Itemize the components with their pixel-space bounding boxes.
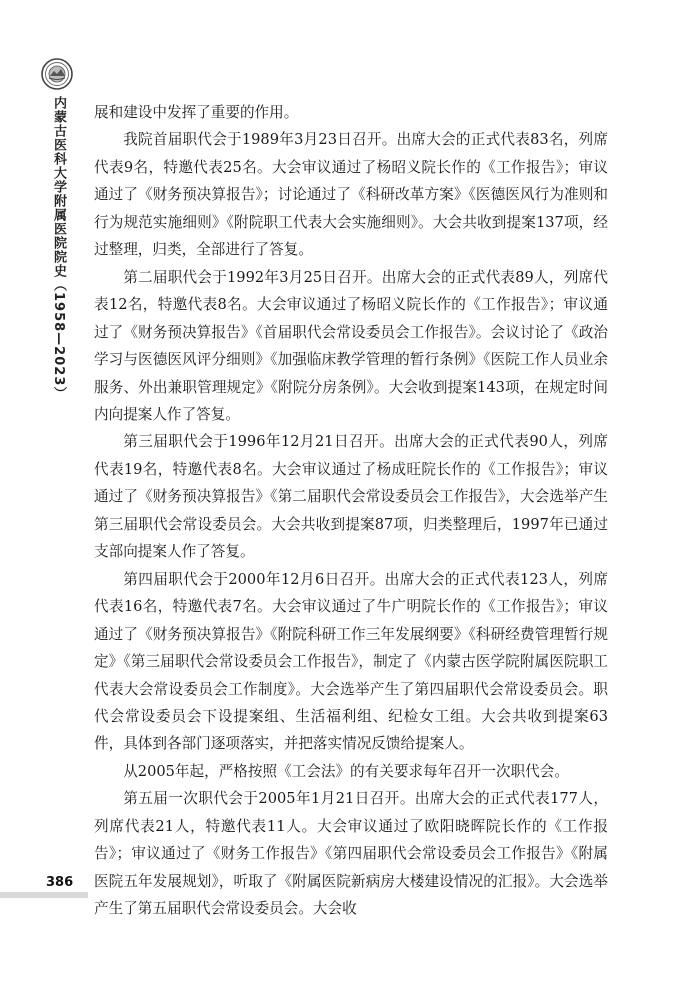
body-text [94, 99, 608, 923]
paragraph-fourth-congress: 第四届职代会于2000年12月6日召开。出席大会的正式代表123人，列席代表16名，特邀代表7名。大会审议通过了牛广明院长作的《工作报告》；审议通过了《财务预决算报告》《附院科研工作三年发展纲要》《科研经费管理暂行规定》《第三届职代会常设委员会工作报告》，制定了《内蒙古医学院附属医院职工代表大会常设委员会工作制度》。大会选举产生了第四届职代会常设委员会。职代会常设委员会下设提案组、生活福利组、纪检女工组。大会共收到提案63件，具体到各部门逐项落实，并把落实情况反馈给提案人。 [94, 570, 608, 753]
paragraph-continuation: 展和建设中发挥了重要的作用。 [94, 104, 299, 121]
paragraph-first-congress: 我院首届职代会于1989年3月23日召开。出席大会的正式代表83名，列席代表9名，特邀代表25名。大会审议通过了杨昭义院长作的《工作报告》；审议通过了《财务预决算报告》；讨论通过了《科研改革方案》《医德医风行为准则和行为规范实施细则》《附院职工代表大会实施细则》。大会共收到提案137项，经过整理，归类，全部进行了答复。 [94, 131, 608, 259]
page-number: 386 [46, 875, 74, 890]
hospital-emblem-icon [41, 58, 73, 90]
paragraph-third-congress: 第三届职代会于1996年12月21日召开。出席大会的正式代表90人，列席代表19名，特邀代表8名。大会审议通过了杨成旺院长作的《工作报告》；审议通过了《财务预决算报告》《第二届职代会常设委员会工作报告》，大会选举产生第三届职代会常设委员会。大会共收到提案87项，归类整理后，1997年已通过支部向提案人作了答复。 [94, 433, 608, 561]
paragraph-annual-congress: 从2005年起，严格按照《工会法》的有关要求每年召开一次职代会。 [123, 762, 569, 780]
paragraph-second-congress: 第二届职代会于1992年3月25日召开。出席大会的正式代表89人，列席代表12名，特邀代表8名。大会审议通过了杨昭义院长作的《工作报告》；审议通过了《财务预决算报告》《首届职代会常设委员会工作报告》。会议讨论了《政治学习与医德医风评分细则》《加强临床教学管理的暂行条例》《医院工作人员业余服务、外出兼职管理规定》《附院分房条例》。大会收到提案143项，在规定时间内向提案人作了答复。 [94, 268, 608, 423]
book-title-vertical: 内蒙古医科大学附属医院院史（1958—2023） [51, 96, 66, 401]
paragraph-fifth-congress: 第五届一次职代会于2005年1月21日召开。出席大会的正式代表177人，列席代表21人，特邀代表11人。大会审议通过了欧阳晓晖院长作的《工作报告》；审议通过了《财务工作报告》《第四届职代会常设委员会工作报告》《附属医院五年发展规划》，听取了《附属医院新病房大楼建设情况的汇报》。大会选举产生了第五届职代会常设委员会。大会收 [94, 790, 608, 918]
page-marker-bar [0, 892, 88, 898]
page-number-marker [0, 873, 88, 899]
